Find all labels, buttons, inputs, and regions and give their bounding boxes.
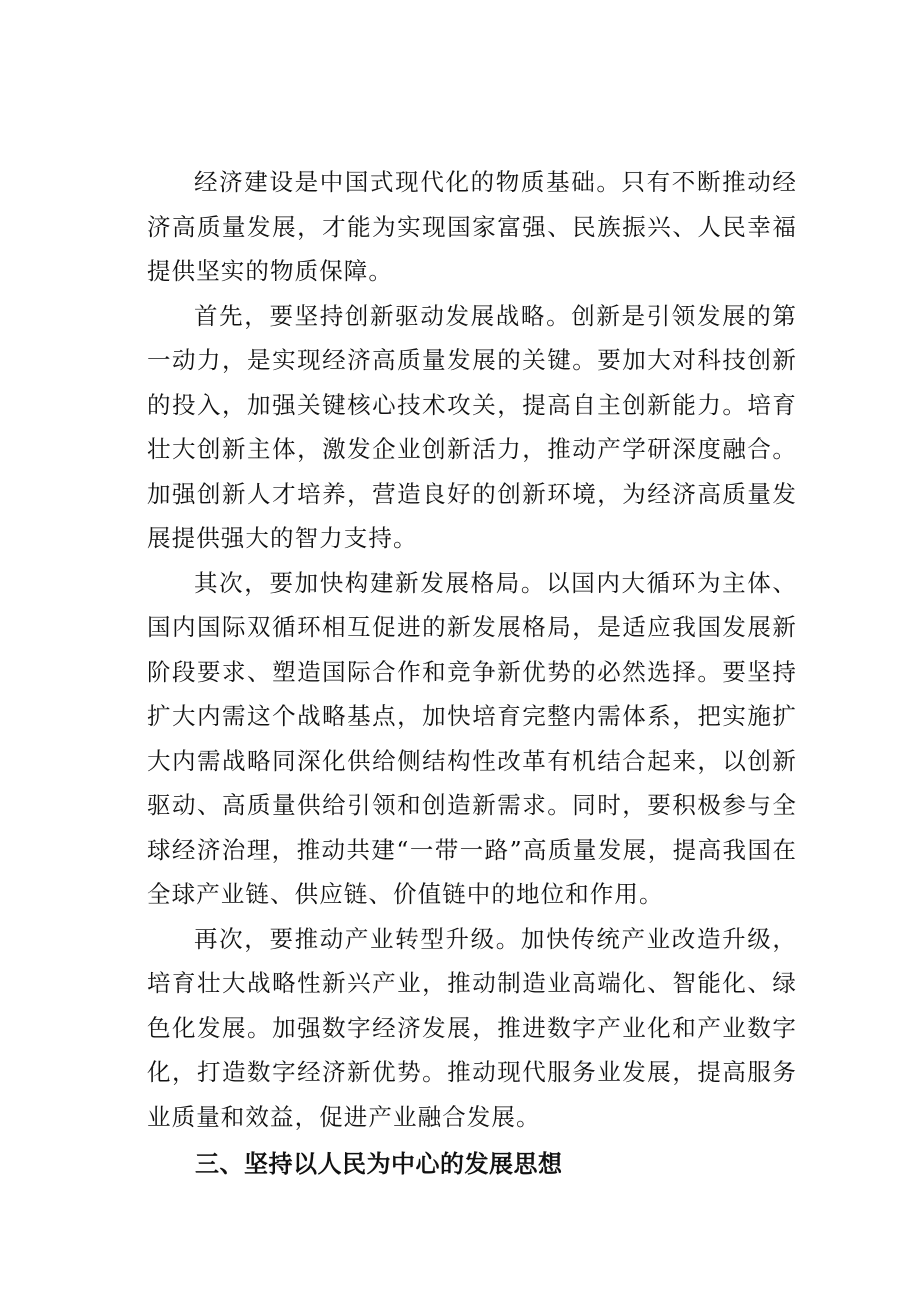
section-heading: 三、坚持以人民为中心的发展思想: [195, 1150, 563, 1178]
paragraph-industrial-upgrade: 再次，要推动产业转型升级。加快传统产业改造升级，培育壮大战略性新兴产业，推动制造业高端化、智能化、绿色化发展。加强数字经济发展，推进数字产业化和产业数字化，打造数字经济新优势。推动现代服务业发展，提高服务业质量和效益，促进产业融合发展。: [147, 924, 797, 1131]
paragraph-economic-foundation: 经济建设是中国式现代化的物质基础。只有不断推动经济高质量发展，才能为实现国家富强、民族振兴、人民幸福提供坚实的物质保障。: [147, 168, 797, 285]
document-body: [147, 160, 797, 1189]
paragraph-new-development-pattern: 其次，要加快构建新发展格局。以国内大循环为主体、国内国际双循环相互促进的新发展格局，是适应我国发展新阶段要求、塑造国际合作和竞争新优势的必然选择。要坚持扩大内需这个战略基点，加快培育完整内需体系，把实施扩大内需战略同深化供给侧结构性改革有机结合起来，以创新驱动、高质量供给引领和创造新需求。同时，要积极参与全球经济治理，推动共建“一带一路”高质量发展，提高我国在全球产业链、供应链、价值链中的地位和作用。: [147, 568, 797, 908]
paragraph-innovation-strategy: 首先，要坚持创新驱动发展战略。创新是引领发展的第一动力，是实现经济高质量发展的关键。要加大对科技创新的投入，加强关键核心技术攻关，提高自主创新能力。培育壮大创新主体，激发企业创新活力，推动产学研深度融合。加强创新人才培养，营造良好的创新环境，为经济高质量发展提供强大的智力支持。: [147, 301, 797, 552]
